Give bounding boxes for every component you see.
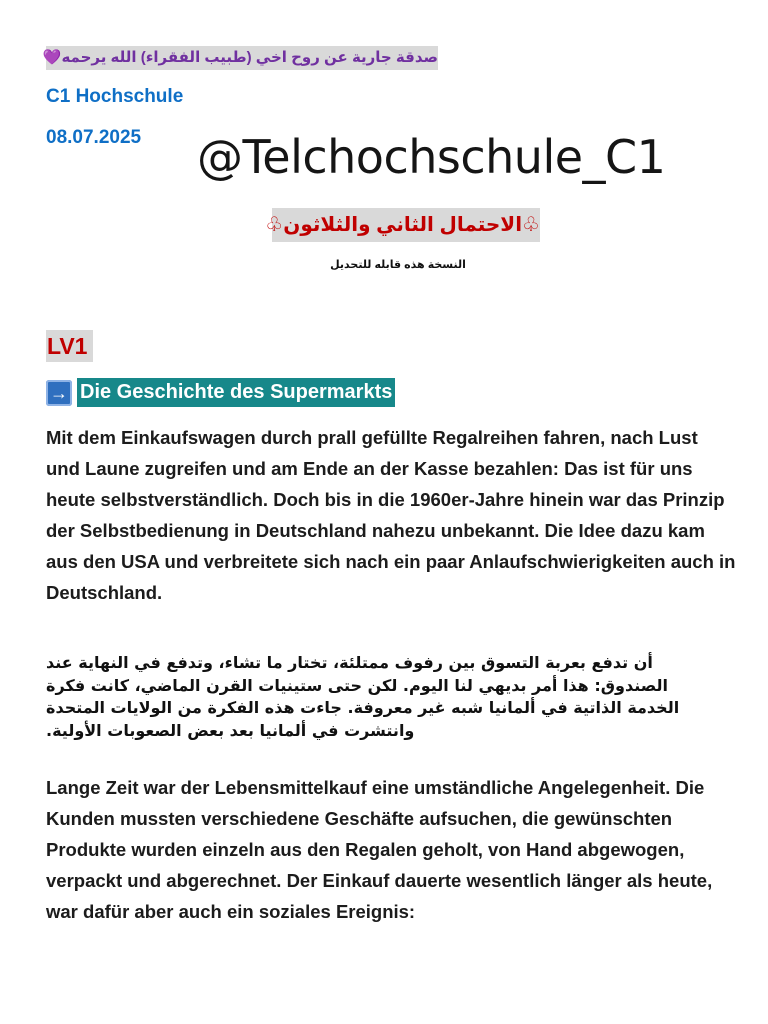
heart-icon: 💜 bbox=[42, 49, 62, 66]
clover-icon: ♧ bbox=[522, 214, 540, 236]
dedication-text: صدقة جارية عن روح اخي (طبيب الفقراء) الله يرحمه bbox=[61, 49, 438, 66]
dedication-banner bbox=[42, 46, 438, 70]
exam-title bbox=[265, 208, 540, 242]
paragraph-german-1: Mit dem Einkaufswagen durch prall gefüllte Regalreihen fahren, nach Lust und Laune zugreifen und am Ende an der Kasse bezahlen: Das ist für uns heute selbstverständlich. Doch bis in die 1960er-Jahre hinein war das Prinzip der Selbstbedienung in Deutschland nahezu unbekannt. Die Idee dazu kam aus den USA und verbreitete sich nach ein paar Anlaufschwierigkeiten auch in Deutschland. bbox=[46, 427, 736, 603]
section-heading bbox=[46, 378, 395, 407]
paragraph-arabic-translation: أن تدفع بعربة التسوق بين رفوف ممتلئة، تختار ما تشاء، وتدفع في النهاية عند الصندوق: هذا أمر بديهي لنا اليوم. لكن حتى ستينيات القرن الماضي، كانت فكرة الخدمة الذاتية في ألمانيا شبه غير معروفة. جاءت هذه الفكرة من الولايات المتحدة وانتشرت في ألمانيا بعد بعض الصعوبات الأولية. bbox=[46, 653, 680, 740]
channel-handle: @Telchochschule_C1 bbox=[197, 130, 666, 184]
level-label: C1 Hochschule bbox=[46, 86, 184, 107]
arrow-right-icon: → bbox=[46, 380, 72, 406]
section-title: Die Geschichte des Supermarkts bbox=[77, 378, 395, 407]
edit-note: النسخة هذه قابله للتحديل bbox=[330, 259, 466, 271]
paragraph-german-2: Lange Zeit war der Lebensmittelkauf eine umständliche Angelegenheit. Die Kunden mussten verschiedene Geschäfte aufsuchen, die gewünschten Produkte wurden einzeln aus den Regalen geholt, von Hand abgewogen, verpackt und abgerechnet. Der Einkauf dauerte wesentlich länger als heute, war dafür aber auch ein soziales Ereignis: bbox=[46, 777, 713, 922]
date-label: 08.07.2025 bbox=[46, 127, 142, 148]
section-label: LV1 bbox=[46, 330, 93, 362]
clover-icon: ♧ bbox=[265, 214, 284, 236]
exam-title-text: الاحتمال الثاني والثلاثون bbox=[283, 214, 523, 236]
